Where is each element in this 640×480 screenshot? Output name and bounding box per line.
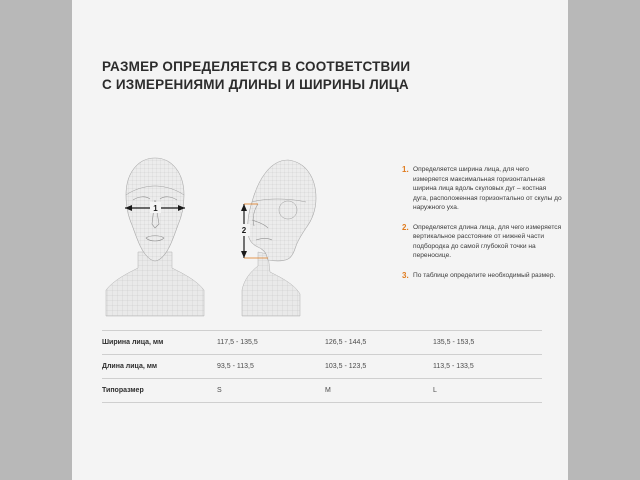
instruction-step [402,271,562,282]
table-row-label: Ширина лица, мм [102,339,164,346]
table-cell: 135,5 - 153,5 [433,339,475,346]
letterbox-left [0,0,72,480]
table-cell: 93,5 - 113,5 [217,363,254,370]
page-title-line-2: С ИЗМЕРЕНИЯМИ ДЛИНЫ И ШИРИНЫ ЛИЦА [102,76,409,92]
table-cell: 103,5 - 123,5 [325,363,367,370]
instruction-step-number: 3. [402,270,409,280]
instruction-step-number: 2. [402,222,409,232]
instruction-step-text: Определяется ширина лица, для чего измеряется максимальная горизонтальная ширина лица вдоль скуловых дуг – костная дуга, расположенная горизонтально от скулы до наружного уха. [413,166,562,212]
table-cell: 126,5 - 144,5 [325,339,367,346]
table-cell: M [325,387,331,394]
page-title-line-1: РАЗМЕР ОПРЕДЕЛЯЕТСЯ В СООТВЕТСТВИИ [102,59,411,74]
table-cell: 117,5 - 135,5 [217,339,258,346]
page-title [102,58,522,94]
instruction-step-number: 1. [402,165,409,174]
table-row-label: Типоразмер [102,387,144,394]
head-diagram-svg [92,140,342,320]
instruction-step [402,165,562,213]
instruction-step-text: Определяется длина лица, для чего измеряется вертикальное расстояние от нижней части подбородка до самой глубокой точки на переносице. [413,223,562,260]
table-cell: 113,5 - 133,5 [433,363,474,370]
instruction-step-text: По таблице определите необходимый размер. [413,271,556,279]
table-row-label: Длина лица, мм [102,363,158,370]
face-length-measure-label: 2 [241,226,247,235]
table-row [102,379,542,403]
table-row [102,331,542,355]
size-table [102,330,542,403]
table-row [102,355,542,379]
table-cell: L [433,387,437,394]
front-head-figure [92,150,222,320]
instruction-step [402,223,562,261]
table-cell: S [217,387,222,394]
infographic-canvas [72,0,568,480]
letterbox-right [568,0,640,480]
head-diagram [92,140,342,320]
instruction-list [402,165,562,292]
side-head-figure [232,152,330,320]
face-width-measure-label: 1 [153,204,158,213]
